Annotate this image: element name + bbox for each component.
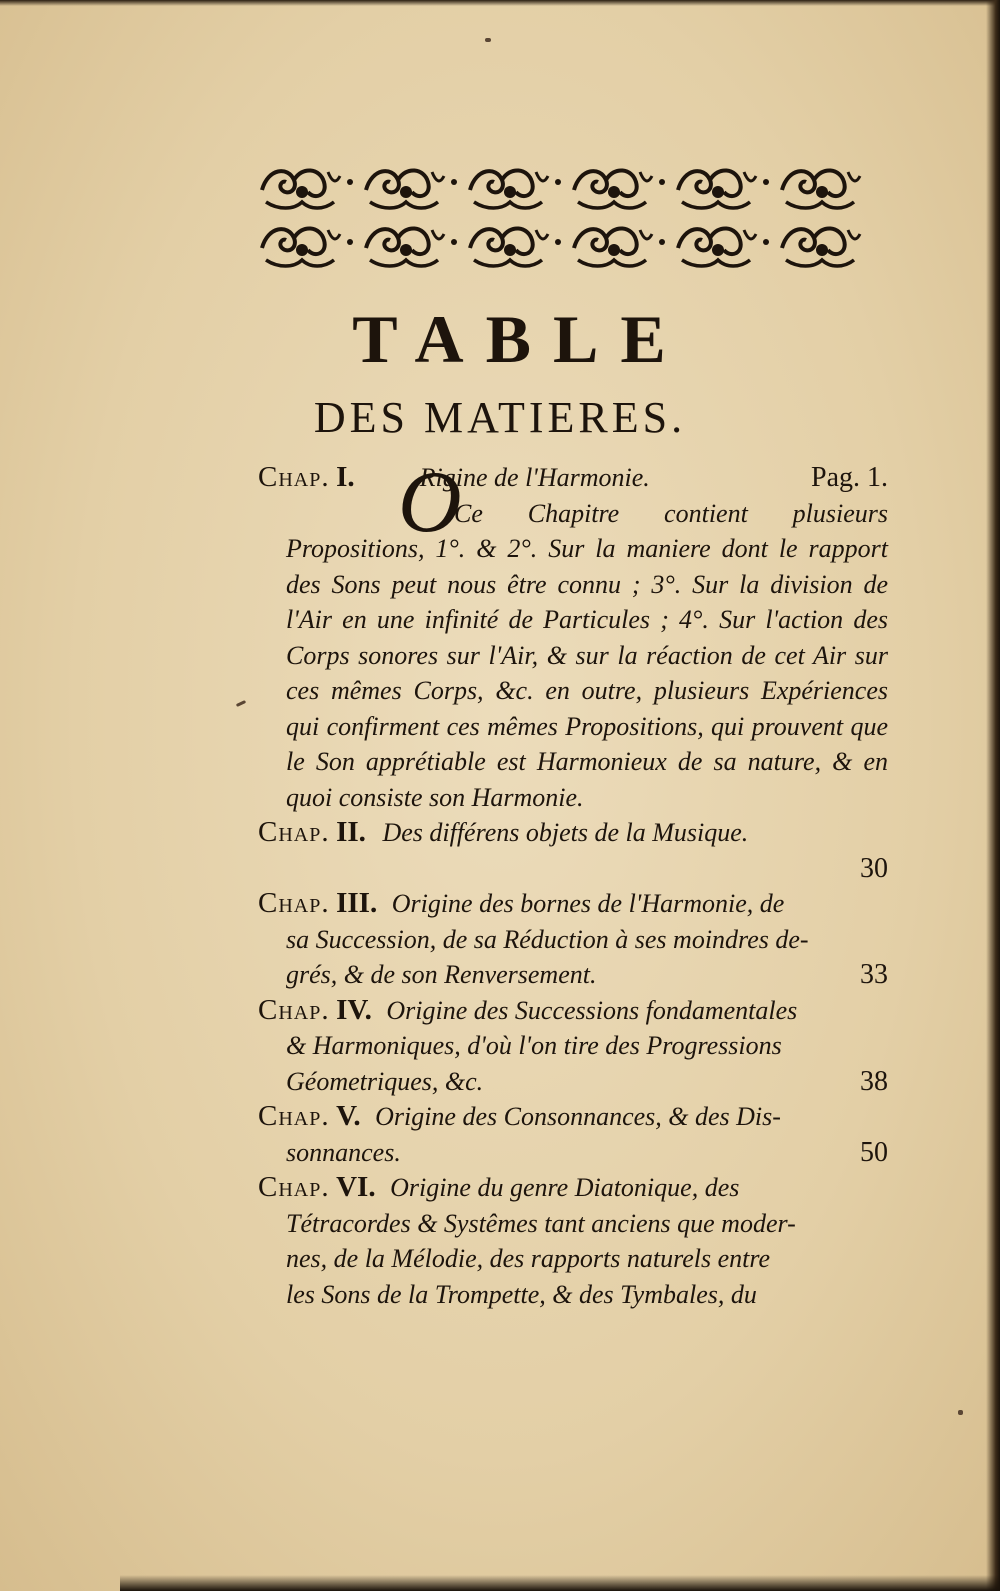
chapter-description-line: Géometriques, &c. <box>286 1066 484 1096</box>
drop-cap: O <box>398 454 462 551</box>
page-number: 50 <box>860 1136 888 1168</box>
ornament-band-icon <box>258 160 888 275</box>
chapter-label: Chap. <box>258 461 330 493</box>
toc-line <box>258 1135 888 1171</box>
ink-speck <box>485 38 491 42</box>
chapter-number: IV. <box>336 993 372 1026</box>
toc-entry-chapter-2 <box>258 815 888 886</box>
chapter-number: VI. <box>336 1171 376 1203</box>
chapter-description-line: Ce Chapitre contient plusieurs <box>454 498 888 528</box>
page-bottom-shadow <box>120 1575 1000 1591</box>
page-number: Pag. 1. <box>811 462 888 493</box>
toc-entry-chapter-6 <box>258 1170 888 1312</box>
chapter-title: Origine des Consonnances, & des Dis- <box>375 1102 781 1131</box>
toc-line <box>258 1170 888 1206</box>
page-right-shadow <box>986 0 1000 1591</box>
chapter-description-line: Tétracordes & Systêmes tant anciens que moder- <box>286 1208 796 1238</box>
chapter-number: I. <box>336 461 355 493</box>
ink-speck <box>236 700 246 707</box>
toc-line <box>258 1099 888 1135</box>
chapter-description-line: grés, & de son Renversement. <box>286 960 597 989</box>
chapter-label: Chap. <box>258 1100 330 1132</box>
toc-line <box>258 886 888 922</box>
page-top-shadow <box>0 0 1000 6</box>
chapter-description-line: sonnances. <box>286 1137 401 1167</box>
chapter-title: Origine des Successions fondamentales <box>386 995 798 1025</box>
chapter-title: Origine des bornes de l'Harmonie, de <box>391 889 785 918</box>
chapter-title: Des différens objets de la Musique. <box>382 818 749 847</box>
chapter-description-line: les Sons de la Trompette, & des Tymbales, du <box>286 1279 757 1309</box>
chapter-number: V. <box>336 1100 361 1132</box>
page-number: 38 <box>860 1065 888 1097</box>
chapter-description-line: nes, de la Mélodie, des rapports naturels entre <box>286 1244 771 1273</box>
page-number: 33 <box>860 959 888 990</box>
chapter-title: Origine du genre Diatonique, des <box>390 1173 740 1202</box>
chapter-label: Chap. <box>258 887 330 919</box>
page-title: TABLE <box>352 301 688 377</box>
toc-entry-chapter-1 <box>258 454 888 815</box>
toc-entry-chapter-4 <box>258 993 888 1100</box>
toc-line <box>258 993 888 1029</box>
chapter-number: III. <box>336 887 378 919</box>
chapter-title: Rigine de l'Harmonie. <box>419 463 650 492</box>
chapter-label: Chap. <box>258 816 330 848</box>
toc-entry-chapter-3 <box>258 886 888 993</box>
page-number: 30 <box>860 852 888 884</box>
ink-speck <box>958 1410 963 1415</box>
toc-line <box>258 957 888 993</box>
chapter-description-line: & Harmoniques, d'où l'on tire des Progressions <box>286 1031 782 1060</box>
toc-line <box>258 815 888 851</box>
table-of-contents <box>258 454 888 1312</box>
chapter-number: II. <box>336 816 366 848</box>
chapter-label: Chap. <box>258 1171 330 1203</box>
toc-line <box>258 1064 888 1100</box>
chapter-description-line: sa Succession, de sa Réduction à ses moindres de- <box>286 924 809 954</box>
page-subtitle: DES MATIERES. <box>313 393 687 442</box>
toc-line <box>258 460 888 496</box>
chapter-label: Chap. <box>258 993 330 1026</box>
toc-entry-chapter-5 <box>258 1099 888 1170</box>
chapter-description: Propositions, 1°. & 2°. Sur la maniere dont le rapport des Sons peut nous être connu ; 3°. Sur la division de l'Air en une infinité de Particules ; 4°. Sur l'action des Corps sonores sur l'Air, & sur la réaction de cet Air sur ces mêmes Corps, &c. en outre, plusieurs Expériences qui confirment ces mêmes Propositions, qui prouvent que le Son apprétiable est Harmonieux de sa nature, & en quoi consiste son Harmonie. <box>286 534 888 812</box>
